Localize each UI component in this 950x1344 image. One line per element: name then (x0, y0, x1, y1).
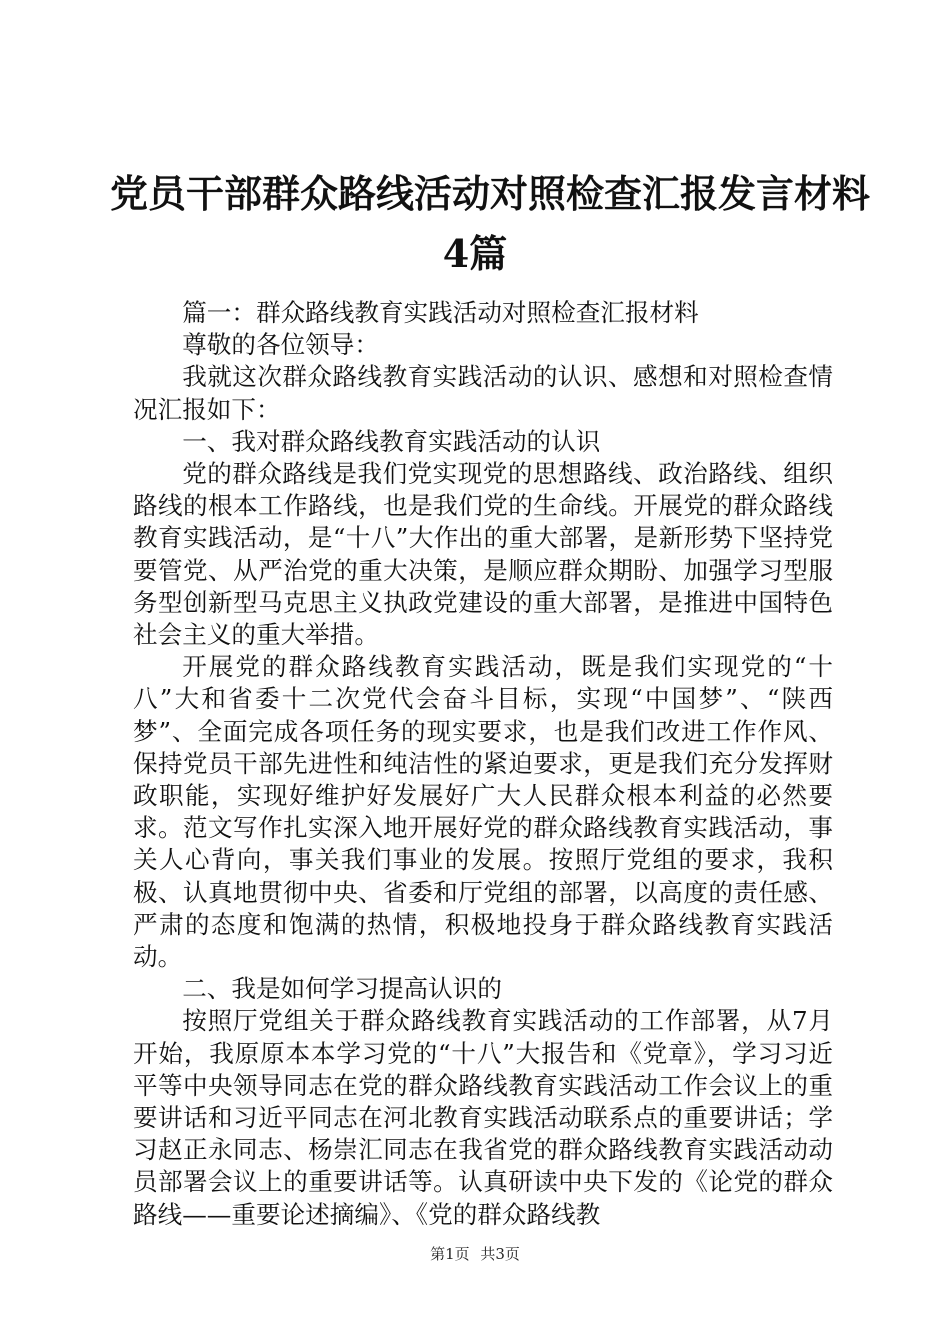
body-paragraph: 按照厅党组关于群众路线教育实践活动的工作部署，从7月开始，我原原本本学习党的“十八”大报告和《党章》，学习习近平等中央领导同志在党的群众路线教育实践活动工作会议上的重要讲话和习近平同志在河北教育实践活动联系点的重要讲话；学习赵正永同志、杨崇汇同志在我省党的群众路线教育实践活动动员部署会议上的重要讲话等。认真研读中央下发的《论党的群众路线——重要论述摘编》、《党的群众路线教 (133, 1006, 833, 1229)
page-footer (0, 1244, 950, 1264)
body-paragraph: 党的群众路线是我们党实现党的思想路线、政治路线、组织路线的根本工作路线，也是我们党的生命线。开展党的群众路线教育实践活动，是“十八”大作出的重大部署，是新形势下坚持党要管党、从严治党的重大决策，是顺应群众期盼、加强学习型服务型创新型马克思主义执政党建设的重大部署，是推进中国特色社会主义的重大举措。 (133, 459, 833, 650)
section-heading-two: 二、我是如何学习提高认识的 (182, 974, 502, 1004)
page-number: 第1页 (430, 1245, 470, 1263)
document-title-line-1: 党员干部群众路线活动对照检查汇报发言材料 (110, 171, 871, 216)
intro-paragraph: 我就这次群众路线教育实践活动的认识、感想和对照检查情况汇报如下： (133, 362, 833, 424)
body-paragraph: 开展党的群众路线教育实践活动，既是我们实现党的“十八”大和省委十二次党代会奋斗目标，实现“中国梦”、“陕西梦”、全面完成各项任务的现实要求，也是我们改进工作作风、保持党员干部先进性和纯洁性的紧迫要求，更是我们充分发挥财政职能，实现好维护好发展好广大人民群众根本利益的必然要求。范文写作扎实深入地开展好党的群众路线教育实践活动，事关人心背向，事关我们事业的发展。按照厅党组的要求，我积极、认真地贯彻中央、省委和厅党组的部署，以高度的责任感、严肃的态度和饱满的热情，积极地投身于群众路线教育实践活动。 (133, 652, 833, 972)
document-title-line-2: 4篇 (442, 231, 508, 276)
section-heading-part-one: 篇一：群众路线教育实践活动对照检查汇报材料 (182, 298, 699, 327)
document-body (133, 297, 833, 1231)
section-heading-one: 一、我对群众路线教育实践活动的认识 (182, 426, 601, 456)
salutation: 尊敬的各位领导： (182, 330, 379, 360)
page-total: 共3页 (480, 1245, 520, 1263)
